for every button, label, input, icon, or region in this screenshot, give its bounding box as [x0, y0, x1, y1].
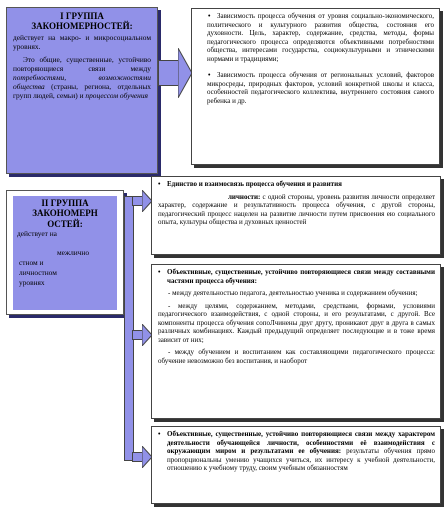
group2-block: II ГРУППА ЗАКОНОМЕРН ОСТЕЙ: действует на межлично стном и личностном уровнях [6, 190, 124, 315]
group1-details-box [191, 8, 440, 165]
group1-arrow-head [178, 48, 192, 98]
group1-subtitle: действует на макро- и микросоциальном уровнях. [13, 32, 151, 51]
group1-item-2: • Зависимость процесса обучения от региональных условий, факторов микросреды, природных факторов, условий конкретной школы и класса, особенностей педагогического коллектива, внутреннего состояния самого ребенка и др. [198, 71, 434, 105]
group2-details-box-2 [151, 264, 441, 419]
box3-para-1: - между деятельностью педагога, деятельностью ученика и содержанием обучения; [168, 289, 418, 298]
group1-block [6, 7, 158, 174]
group2-details-box-3 [151, 426, 441, 504]
group1-title: I ГРУППА ЗАКОНОМЕРНОСТЕЙ: [31, 11, 133, 32]
group1-item-1: • Зависимость процесса обучения от уровня социально-экономического, политического и культурного развития общества, состояния его духовности. Цель, характер, содержание, средства, методы, формы педагогического процесса определяются объективными потребностями общества, интересами государства, социокультурными и этническими нормами и традициями; [198, 12, 434, 63]
group2-details-box-1 [151, 176, 441, 255]
box3-para-2: - между целями, содержанием, методами, средствами, формами, условиями педагогического взаимодействия, с одной стороны, и его результатами, с другой. Все компоненты процесса обучения сопоЛчинены друг другу, проникают друг в друга в самых различных комбинациях. Каждый предыдущий определяет последующие и в тоже время зависит от них; [158, 301, 435, 344]
group1-description: Это общие, существенные, устойчиво повторяющиеся связи между потребностями, возможностями общества (страны, региона, отдельных групп людей, семьи) и процессом обучения [13, 55, 151, 100]
group2-title: II ГРУППА ЗАКОНОМЕРН ОСТЕЙ: [32, 198, 98, 229]
group2-connector [124, 196, 134, 461]
box2-heading: • Единство и взаимосвязь процесса обучения и развития [158, 180, 435, 189]
box3-heading: • Объективные, существенные, устойчиво повторяющиеся связи между составными частями процесса обучения: [158, 268, 435, 285]
box4-text: • Объективные, существенные, устойчиво повторяющиеся связи между характером деятельности обучающейся личности, особенностями её взаимодействия с окружающим миром и результатами ее обучения: результаты обучения прямо пропорциональны умению учащихся учиться, их интересу к учебной деятельности, отношению к учебному труду, своим учебным обязанностям [158, 430, 435, 473]
box2-text: личности: с одной стороны, уровень развития личности определяет характер, содержание и результативность процесса обучения, с другой стороны, педагогический процесс нацелен на развитие личности путем присвоения ею социального опыта, культуры общества и духовных ценностей [158, 192, 435, 227]
group1-arrow-shaft [158, 60, 180, 86]
box3-para-3: - между обучением и воспитанием как составляющими педагогического процесса: обучение невозможно без воспитания, и наоборот [158, 348, 435, 365]
